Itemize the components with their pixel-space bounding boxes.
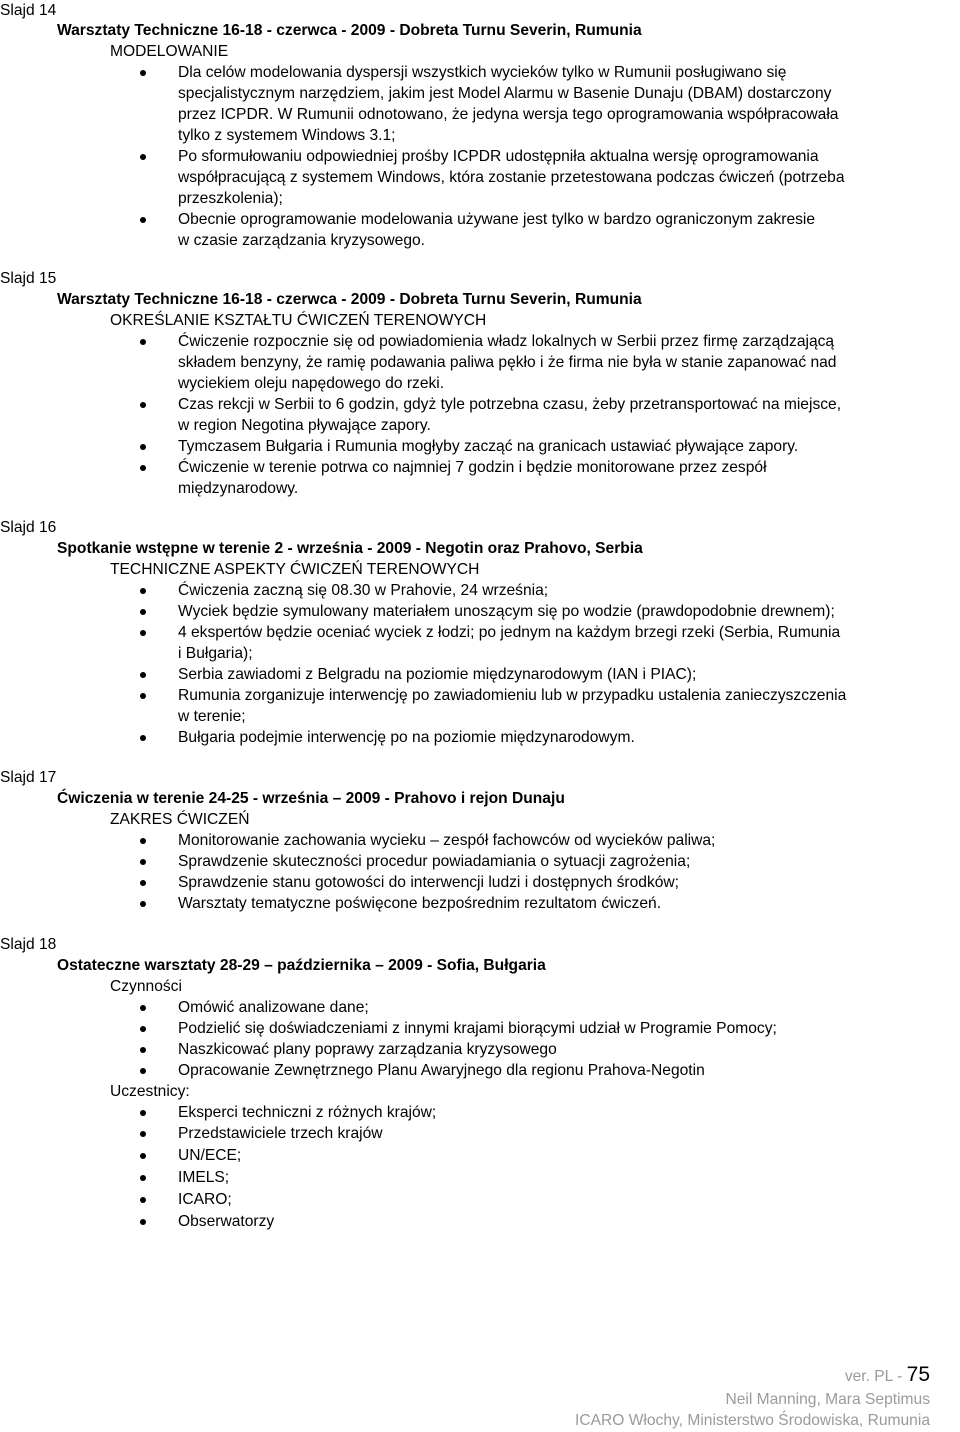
bullet-icon	[140, 672, 146, 678]
slide-subheading: MODELOWANIE	[110, 43, 229, 60]
slide-subheading: Czynności	[110, 978, 182, 995]
bullet-icon	[140, 444, 146, 450]
bullet-icon	[140, 1219, 146, 1225]
slide-subheading: ZAKRES ĆWICZEŃ	[110, 811, 250, 828]
page-number: 75	[906, 1363, 930, 1386]
bullet-icon	[140, 1175, 146, 1181]
slide-title: Ćwiczenia w terenie 24-25 - września – 2009 - Prahovo i rejon Dunaju	[57, 790, 565, 807]
version-label: ver. PL -	[844, 1368, 907, 1385]
slide-title: Ostateczne warsztaty 28-29 – października – 2009 - Sofia, Bułgaria	[57, 957, 546, 974]
bullet-icon	[140, 1047, 146, 1053]
bullet-icon	[140, 880, 146, 886]
footer-version	[845, 1364, 930, 1387]
slide-label: Slajd 17	[0, 769, 57, 786]
slide-label: Slajd 16	[0, 519, 57, 536]
bullet-icon	[140, 838, 146, 844]
bullet-icon	[140, 859, 146, 865]
slide-title: Spotkanie wstępne w terenie 2 - września - 2009 - Negotin oraz Prahovo, Serbia	[57, 540, 643, 557]
slide-subheading: TECHNICZNE ASPEKTY ĆWICZEŃ TERENOWYCH	[110, 561, 480, 578]
bullet-icon	[140, 588, 146, 594]
bullet-icon	[140, 1153, 146, 1159]
slide-title: Warsztaty Techniczne 16-18 - czerwca - 2009 - Dobreta Turnu Severin, Rumunia	[57, 291, 642, 308]
bullet-icon	[140, 70, 146, 76]
bullet-icon	[140, 735, 146, 741]
bullet-icon	[140, 1197, 146, 1203]
slide-label: Slajd 14	[0, 2, 57, 19]
bullet-icon	[140, 693, 146, 699]
bullet-icon	[140, 1068, 146, 1074]
bullet-icon	[140, 1005, 146, 1011]
bullet-icon	[140, 217, 146, 223]
bullet-icon	[140, 630, 146, 636]
bullet-icon	[140, 609, 146, 615]
footer-authors: Neil Manning, Mara Septimus	[725, 1391, 930, 1408]
bullet-icon	[140, 1110, 146, 1116]
bullet-icon	[140, 901, 146, 907]
footer-institution: ICARO Włochy, Ministerstwo Środowiska, Rumunia	[574, 1412, 930, 1429]
bullet-icon	[140, 1131, 146, 1137]
slide-title: Warsztaty Techniczne 16-18 - czerwca - 2009 - Dobreta Turnu Severin, Rumunia	[57, 22, 642, 39]
slide-label: Slajd 15	[0, 270, 57, 287]
bullet-icon	[140, 465, 146, 471]
slide-subheading: OKREŚLANIE KSZTAŁTU ĆWICZEŃ TERENOWYCH	[110, 312, 487, 329]
bullet-icon	[140, 339, 146, 345]
bullet-icon	[140, 402, 146, 408]
slide-label: Slajd 18	[0, 936, 57, 953]
slide-subheading: Uczestnicy:	[110, 1083, 190, 1100]
bullet-icon	[140, 154, 146, 160]
bullet-icon	[140, 1026, 146, 1032]
